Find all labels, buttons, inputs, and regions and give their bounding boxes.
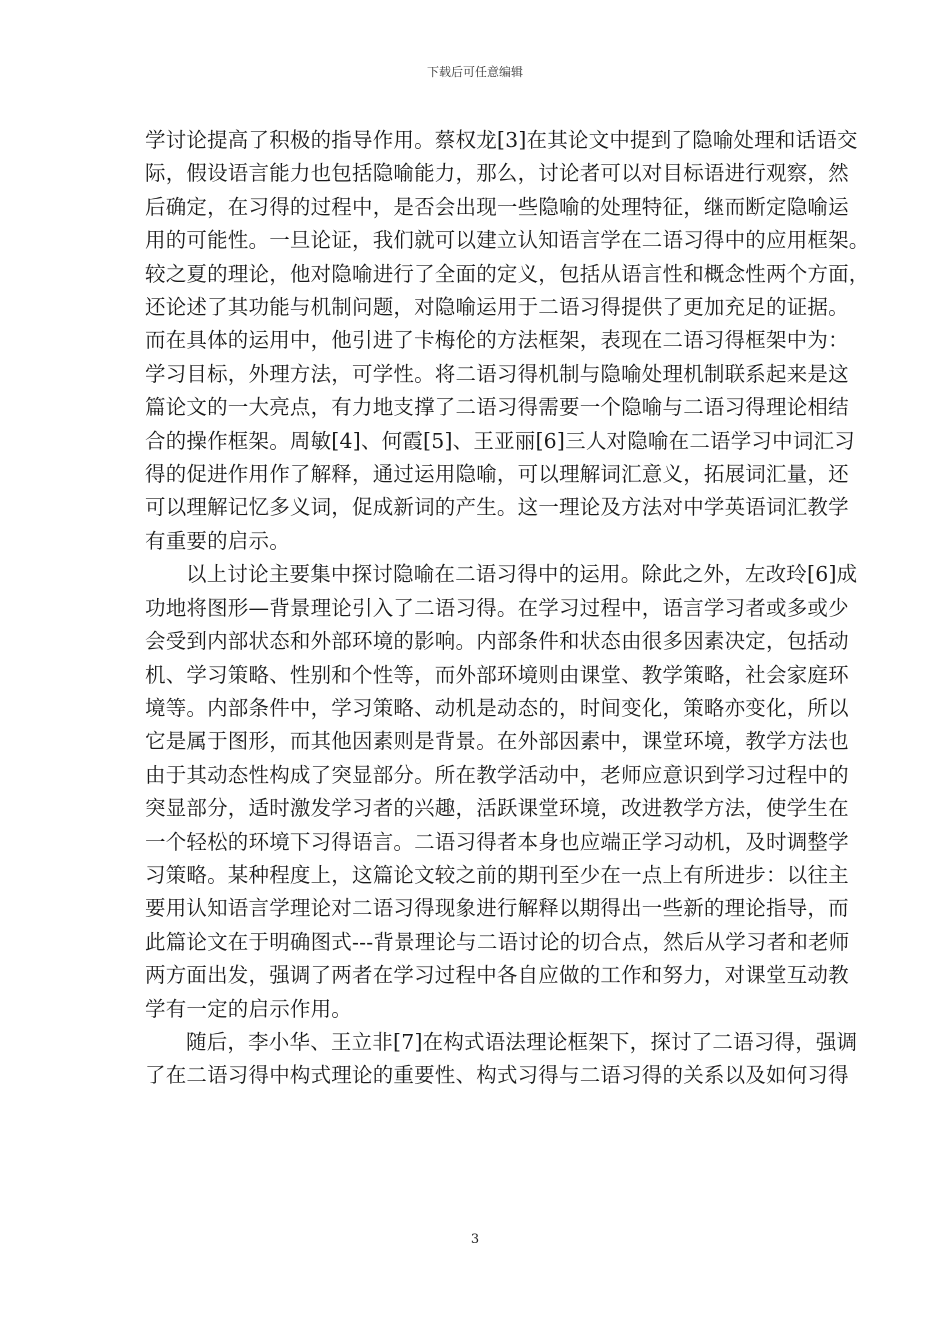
text-line: 合的操作框架。周敏[4]、何霞[5]、王亚丽[6]三人对隐喻在二语学习中词汇习	[145, 428, 855, 453]
text-line: 以上讨论主要集中探讨隐喻在二语习得中的运用。除此之外，左改玲[6]成	[186, 562, 858, 587]
paragraph	[145, 1026, 858, 1093]
text-line: 功地将图形—背景理论引入了二语习得。在学习过程中，语言学习者或多或少	[145, 595, 849, 620]
text-line: 要用认知语言学理论对二语习得现象进行解释以期得出一些新的理论指导，而	[145, 896, 849, 921]
paragraph	[145, 124, 870, 558]
text-line: 突显部分，适时激发学习者的兴趣，活跃课堂环境，改进教学方法，使学生在	[145, 796, 849, 821]
text-line: 了在二语习得中构式理论的重要性、构式习得与二语习得的关系以及如何习得	[145, 1063, 849, 1088]
text-line: 还论述了其功能与机制问题，对隐喻运用于二语习得提供了更加充足的证据。	[145, 295, 849, 320]
text-line: 学习目标，外理方法，可学性。将二语习得机制与隐喻处理机制联系起来是这	[145, 361, 849, 386]
text-line: 较之夏的理论，他对隐喻进行了全面的定义，包括从语言性和概念性两个方面，	[145, 261, 870, 286]
text-line: 后确定，在习得的过程中，是否会出现一些隐喻的处理特征，继而断定隐喻运	[145, 194, 849, 219]
text-line: 篇论文的一大亮点，有力地支撑了二语习得需要一个隐喻与二语习得理论相结	[145, 395, 849, 420]
text-line: 而在具体的运用中，他引进了卡梅伦的方法框架，表现在二语习得框架中为：	[145, 328, 849, 353]
text-line: 它是属于图形，而其他因素则是背景。在外部因素中，课堂环境，教学方法也	[145, 729, 849, 754]
text-line: 习策略。某种程度上，这篇论文较之前的期刊至少在一点上有所进步：以往主	[145, 862, 849, 887]
text-line: 此篇论文在于明确图式---背景理论与二语讨论的切合点，然后从学习者和老师	[145, 929, 850, 954]
header-note: 下载后可任意编辑	[426, 65, 523, 79]
text-line: 可以理解记忆多义词，促成新词的产生。这一理论及方法对中学英语词汇教学	[145, 495, 849, 520]
text-line: 机、学习策略、性别和个性等，而外部环境则由课堂、教学策略，社会家庭环	[145, 662, 849, 687]
text-line: 得的促进作用作了解释，通过运用隐喻，可以理解词汇意义，拓展词汇量，还	[145, 462, 849, 487]
text-line: 学有一定的启示作用。	[145, 996, 352, 1021]
text-line: 有重要的启示。	[145, 528, 290, 553]
text-line: 会受到内部状态和外部环境的影响。内部条件和状态由很多因素决定，包括动	[145, 629, 849, 654]
text-line: 一个轻松的环境下习得语言。二语习得者本身也应端正学习动机，及时调整学	[145, 829, 849, 854]
text-line: 境等。内部条件中，学习策略、动机是动态的，时间变化，策略亦变化，所以	[145, 695, 849, 720]
text-line: 学讨论提高了积极的指导作用。蔡权龙[3]在其论文中提到了隐喻处理和话语交	[145, 128, 858, 152]
text-line: 际，假设语言能力也包括隐喻能力，那么，讨论者可以对目标语进行观察，然	[145, 161, 849, 186]
text-line: 两方面出发，强调了两者在学习过程中各自应做的工作和努力，对课堂互动教	[145, 963, 849, 988]
paragraph	[145, 558, 858, 1026]
page-number: 3	[470, 1232, 480, 1247]
text-line: 随后，李小华、王立非[7]在构式语法理论框架下，探讨了二语习得，强调	[186, 1029, 858, 1054]
text-line: 用的可能性。一旦论证，我们就可以建立认知语言学在二语习得中的应用框架。	[145, 228, 870, 253]
text-line: 由于其动态性构成了突显部分。所在教学活动中，老师应意识到学习过程中的	[145, 762, 849, 787]
body-text	[145, 124, 870, 1093]
